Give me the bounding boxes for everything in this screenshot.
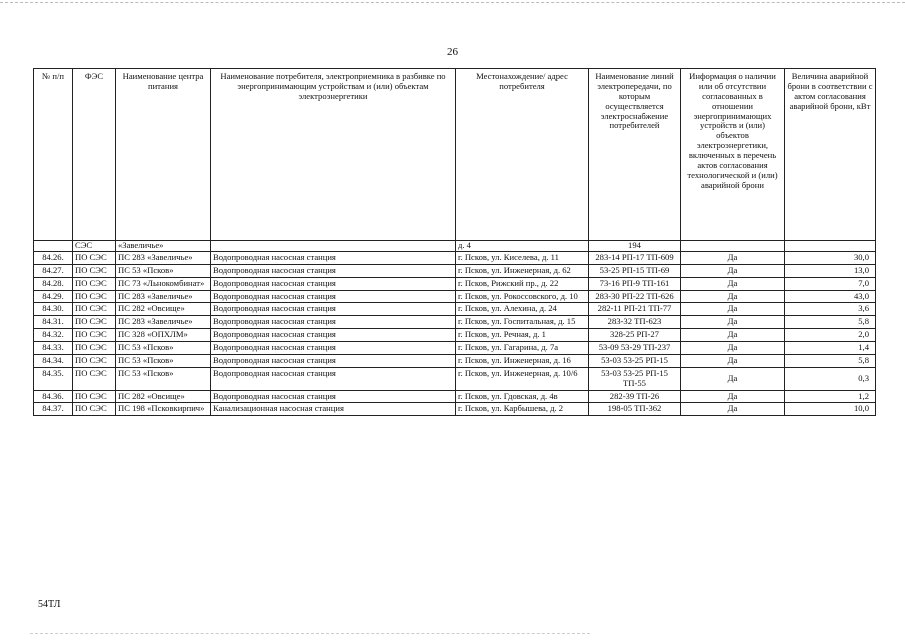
cell-lines: 53-03 53-25 РП-15 ТП-55 xyxy=(589,367,681,390)
header-address: Местонахождение/ адрес потребителя xyxy=(456,69,589,241)
cell-info: Да xyxy=(681,316,785,329)
cell-lines: 194 xyxy=(589,241,681,252)
cell-info: Да xyxy=(681,264,785,277)
cell-reserve: 43,0 xyxy=(785,290,876,303)
cell-lines: 283-30 РП-22 ТП-626 xyxy=(589,290,681,303)
cell-address: г. Псков, ул. Киселева, д. 11 xyxy=(456,251,589,264)
cell-num: 84.37. xyxy=(34,403,73,416)
cell-reserve: 7,0 xyxy=(785,277,876,290)
table-row xyxy=(34,316,876,329)
cell-center: ПС 282 «Овсище» xyxy=(116,390,211,403)
cell-num: 84.29. xyxy=(34,290,73,303)
cell-fes: ПО СЭС xyxy=(73,390,116,403)
table-row xyxy=(34,342,876,355)
cell-info: Да xyxy=(681,329,785,342)
header-consumer: Наименование потребителя, электроприемника в разбивке по энергопринимающим устройствам и (или) объектам электроэнергетики xyxy=(211,69,456,241)
continuation-row xyxy=(34,241,876,252)
cell-consumer: Водопроводная насосная станция xyxy=(211,303,456,316)
cell-fes: ПО СЭС xyxy=(73,290,116,303)
cell-num: 84.30. xyxy=(34,303,73,316)
table-row xyxy=(34,277,876,290)
cell-address: г. Псков, ул. Инженерная, д. 10/6 xyxy=(456,367,589,390)
header-center: Наименование центра питания xyxy=(116,69,211,241)
cell-info: Да xyxy=(681,290,785,303)
table-row xyxy=(34,354,876,367)
cell-lines: 53-09 53-29 ТП-237 xyxy=(589,342,681,355)
cell-consumer: Водопроводная насосная станция xyxy=(211,264,456,277)
cell-info xyxy=(681,241,785,252)
header-num: № п/п xyxy=(34,69,73,241)
cell-address: г. Псков, ул. Карбышева, д. 2 xyxy=(456,403,589,416)
cell-reserve: 0,3 xyxy=(785,367,876,390)
cell-address: г. Псков, ул. Госпитальная, д. 15 xyxy=(456,316,589,329)
cell-reserve: 1,4 xyxy=(785,342,876,355)
table-row xyxy=(34,367,876,390)
header-lines: Наименование линий электропередачи, по которым осуществляется электроснабжение потребителей xyxy=(589,69,681,241)
cell-num xyxy=(34,241,73,252)
page-number: 26 xyxy=(447,46,458,58)
cell-consumer: Водопроводная насосная станция xyxy=(211,329,456,342)
cell-info: Да xyxy=(681,342,785,355)
cell-lines: 282-39 ТП-26 xyxy=(589,390,681,403)
cell-fes: ПО СЭС xyxy=(73,354,116,367)
cell-num: 84.32. xyxy=(34,329,73,342)
cell-center: ПС 283 «Завеличье» xyxy=(116,251,211,264)
cell-info: Да xyxy=(681,303,785,316)
cell-lines: 283-14 РП-17 ТП-609 xyxy=(589,251,681,264)
cell-lines: 328-25 РП-27 xyxy=(589,329,681,342)
cell-reserve: 2,0 xyxy=(785,329,876,342)
header-fes: ФЭС xyxy=(73,69,116,241)
cell-fes: ПО СЭС xyxy=(73,303,116,316)
cell-fes: ПО СЭС xyxy=(73,264,116,277)
cell-num: 84.28. xyxy=(34,277,73,290)
cell-address: г. Псков, ул. Гагарина, д. 7а xyxy=(456,342,589,355)
cell-reserve: 5,8 xyxy=(785,316,876,329)
cell-fes: ПО СЭС xyxy=(73,367,116,390)
cell-center: ПС 283 «Завеличье» xyxy=(116,290,211,303)
cell-consumer: Водопроводная насосная станция xyxy=(211,354,456,367)
cell-num: 84.31. xyxy=(34,316,73,329)
scan-artifact-bottom xyxy=(30,633,590,635)
cell-info: Да xyxy=(681,403,785,416)
table-row xyxy=(34,303,876,316)
cell-address: г. Псков, ул. Речная, д. 1 xyxy=(456,329,589,342)
cell-center: ПС 53 «Псков» xyxy=(116,342,211,355)
table-row xyxy=(34,390,876,403)
cell-reserve xyxy=(785,241,876,252)
cell-address: г. Псков, ул. Гдовская, д. 4в xyxy=(456,390,589,403)
cell-num: 84.35. xyxy=(34,367,73,390)
cell-address: г. Псков, ул. Инженерная, д. 62 xyxy=(456,264,589,277)
header-row xyxy=(34,69,876,241)
cell-fes: ПО СЭС xyxy=(73,251,116,264)
cell-consumer: Водопроводная насосная станция xyxy=(211,251,456,264)
cell-num: 84.33. xyxy=(34,342,73,355)
footer-code: 54ТЛ xyxy=(38,599,61,610)
header-reserve: Величина аварийной брони в соответствии с актом согласования аварийной брони, кВт xyxy=(785,69,876,241)
table-row xyxy=(34,251,876,264)
cell-center: «Завеличье» xyxy=(116,241,211,252)
cell-center: ПС 282 «Овсище» xyxy=(116,303,211,316)
cell-lines: 283-32 ТП-623 xyxy=(589,316,681,329)
reserve-table xyxy=(33,68,876,416)
cell-consumer: Водопроводная насосная станция xyxy=(211,277,456,290)
cell-fes: ПО СЭС xyxy=(73,316,116,329)
cell-address: д. 4 xyxy=(456,241,589,252)
cell-num: 84.26. xyxy=(34,251,73,264)
cell-address: г. Псков, ул. Алехина, д. 24 xyxy=(456,303,589,316)
table-row xyxy=(34,264,876,277)
cell-num: 84.34. xyxy=(34,354,73,367)
cell-reserve: 5,8 xyxy=(785,354,876,367)
cell-num: 84.27. xyxy=(34,264,73,277)
cell-center: ПС 283 «Завеличье» xyxy=(116,316,211,329)
cell-consumer: Водопроводная насосная станция xyxy=(211,367,456,390)
cell-reserve: 13,0 xyxy=(785,264,876,277)
cell-reserve: 10,0 xyxy=(785,403,876,416)
cell-lines: 198-05 ТП-362 xyxy=(589,403,681,416)
cell-fes: ПО СЭС xyxy=(73,403,116,416)
cell-center: ПС 198 «Псковкирпич» xyxy=(116,403,211,416)
cell-center: ПС 73 «Льнокомбинат» xyxy=(116,277,211,290)
cell-address: г. Псков, ул. Инженерная, д. 16 xyxy=(456,354,589,367)
cell-center: ПС 53 «Псков» xyxy=(116,367,211,390)
cell-info: Да xyxy=(681,354,785,367)
cell-reserve: 30,0 xyxy=(785,251,876,264)
cell-lines: 73-16 РП-9 ТП-161 xyxy=(589,277,681,290)
cell-consumer: Канализационная насосная станция xyxy=(211,403,456,416)
cell-info: Да xyxy=(681,390,785,403)
cell-fes: ПО СЭС xyxy=(73,329,116,342)
cell-consumer: Водопроводная насосная станция xyxy=(211,342,456,355)
cell-address: г. Псков, Рижский пр., д. 22 xyxy=(456,277,589,290)
cell-center: ПС 53 «Псков» xyxy=(116,354,211,367)
cell-center: ПС 53 «Псков» xyxy=(116,264,211,277)
cell-num: 84.36. xyxy=(34,390,73,403)
cell-fes: СЭС xyxy=(73,241,116,252)
cell-info: Да xyxy=(681,277,785,290)
cell-consumer: Водопроводная насосная станция xyxy=(211,390,456,403)
cell-lines: 53-25 РП-15 ТП-69 xyxy=(589,264,681,277)
scan-artifact-top xyxy=(0,2,905,4)
cell-fes: ПО СЭС xyxy=(73,277,116,290)
table-row xyxy=(34,403,876,416)
cell-lines: 282-11 РП-21 ТП-77 xyxy=(589,303,681,316)
cell-center: ПС 328 «ОПХЛМ» xyxy=(116,329,211,342)
table-row xyxy=(34,290,876,303)
cell-consumer xyxy=(211,241,456,252)
cell-reserve: 3,6 xyxy=(785,303,876,316)
cell-fes: ПО СЭС xyxy=(73,342,116,355)
cell-info: Да xyxy=(681,367,785,390)
table-row xyxy=(34,329,876,342)
cell-consumer: Водопроводная насосная станция xyxy=(211,290,456,303)
cell-reserve: 1,2 xyxy=(785,390,876,403)
cell-address: г. Псков, ул. Рокоссовского, д. 10 xyxy=(456,290,589,303)
header-info: Информация о наличии или об отсутствии согласованных в отношении энергопринимающих устройств и (или) объектов электроэнергетики, включенных в перечень актов согласования технологической и (или) аварийной брони xyxy=(681,69,785,241)
cell-consumer: Водопроводная насосная станция xyxy=(211,316,456,329)
cell-lines: 53-03 53-25 РП-15 xyxy=(589,354,681,367)
cell-info: Да xyxy=(681,251,785,264)
